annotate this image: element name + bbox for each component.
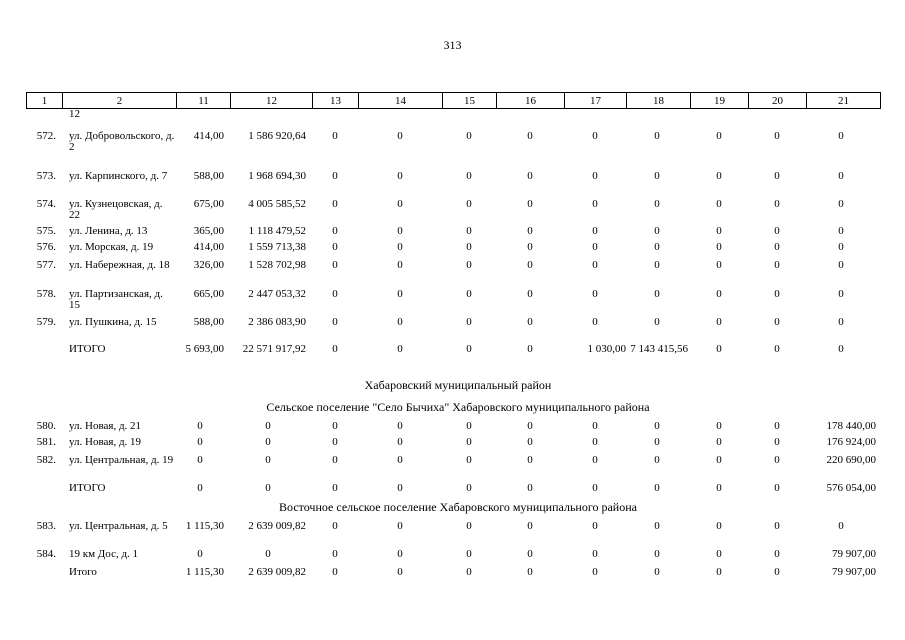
cell-col-19: 0 [716,343,722,355]
cell-col-21: 79 907,00 [832,548,876,560]
cell-col-20: 0 [774,259,780,271]
cell-col-17: 0 [592,520,598,532]
row-number: 575. [36,225,56,237]
row-address: ул. Карпинского, д. 7 [69,170,168,182]
row-address: ИТОГО [69,482,106,494]
cell-col-18: 0 [654,225,660,237]
cell-col-20: 0 [774,548,780,560]
row-address: ул. Кузнецовская, д. 22 [69,198,163,221]
cell-col-15: 0 [466,170,472,182]
cell-col-14: 0 [397,436,403,448]
cell-col-19: 0 [716,316,722,328]
cell-col-18: 0 [654,241,660,253]
cell-col-18: 0 [654,259,660,271]
row-number: 573. [36,170,56,182]
cell-col-15: 0 [466,343,472,355]
cell-col-11: 414,00 [193,130,224,142]
cell-col-11: 0 [197,436,203,448]
cell-col-16: 0 [527,241,533,253]
cell-col-11: 0 [197,420,203,432]
cell-col-16: 0 [527,566,533,578]
row-number: 582. [36,454,56,466]
cell-col-12: 1 528 702,98 [248,259,306,271]
cell-col-19: 0 [716,482,722,494]
cell-col-16: 0 [527,288,533,300]
cell-col-20: 0 [774,566,780,578]
cell-col-20: 0 [774,288,780,300]
column-header: 16 [497,93,565,109]
cell-col-17: 0 [592,241,598,253]
cell-col-13: 0 [332,482,338,494]
cell-col-13: 0 [332,548,338,560]
cell-col-21: 576 054,00 [826,482,876,494]
cell-col-12: 2 639 009,82 [248,520,306,532]
row-address: ул. Ленина, д. 13 [69,225,148,237]
cell-col-17: 0 [592,225,598,237]
cell-col-13: 0 [332,566,338,578]
cell-col-17: 0 [592,170,598,182]
cell-col-14: 0 [397,259,403,271]
column-header: 17 [565,93,627,109]
cell-col-16: 0 [527,225,533,237]
cell-col-14: 0 [397,420,403,432]
cell-col-19: 0 [716,436,722,448]
cell-col-14: 0 [397,520,403,532]
row-address: ул. Добровольского, д. 2 [69,130,175,153]
cell-col-15: 0 [466,454,472,466]
row-number: 584. [36,548,56,560]
cell-col-15: 0 [466,520,472,532]
row-number: 581. [36,436,56,448]
cell-col-16: 0 [527,130,533,142]
cell-col-18: 0 [654,566,660,578]
cell-col-18: 0 [654,130,660,142]
cell-col-13: 0 [332,343,338,355]
cell-col-13: 0 [332,520,338,532]
cell-col-20: 0 [774,436,780,448]
cell-col-14: 0 [397,241,403,253]
cell-col-14: 0 [397,548,403,560]
cell-col-18: 0 [654,170,660,182]
cell-col-21: 0 [838,316,844,328]
cell-col-18: 0 [654,198,660,210]
cell-col-17: 0 [592,316,598,328]
cell-col-17: 0 [592,420,598,432]
cell-col-20: 0 [774,170,780,182]
column-header: 12 [231,93,313,109]
cell-col-19: 0 [716,259,722,271]
cell-col-15: 0 [466,316,472,328]
cell-col-21: 0 [838,520,844,532]
cell-col-17: 0 [592,548,598,560]
row-number: 572. [36,130,56,142]
cell-col-14: 0 [397,316,403,328]
cell-col-15: 0 [466,130,472,142]
cell-col-20: 0 [774,343,780,355]
cell-col-11: 5 693,00 [185,343,224,355]
cell-col-12: 1 968 694,30 [248,170,306,182]
cell-col-16: 0 [527,520,533,532]
cell-col-12: 0 [265,454,271,466]
cell-col-11: 1 115,30 [185,520,224,532]
row-number: 580. [36,420,56,432]
column-header: 14 [359,93,443,109]
cell-col-14: 0 [397,170,403,182]
cell-col-17: 1 030,00 [587,343,626,355]
cell-col-20: 0 [774,454,780,466]
cell-col-17: 0 [592,198,598,210]
cell-col-13: 0 [332,454,338,466]
section-heading: Сельское поселение "Село Бычиха" Хабаровского муниципального района [266,400,650,414]
cell-col-18: 0 [654,420,660,432]
cell-col-16: 0 [527,454,533,466]
cell-col-11: 365,00 [193,225,224,237]
cell-col-16: 0 [527,420,533,432]
cell-col-15: 0 [466,241,472,253]
cell-col-11: 588,00 [193,170,224,182]
cell-col-11: 0 [197,454,203,466]
cell-col-21: 0 [838,225,844,237]
column-header-row [26,92,881,109]
cell-col-18: 0 [654,548,660,560]
row-number: 577. [36,259,56,271]
cell-col-11: 326,00 [193,259,224,271]
column-header: 19 [691,93,749,109]
cell-col-20: 0 [774,241,780,253]
cell-col-19: 0 [716,241,722,253]
row-address: ул. Набережная, д. 18 [69,259,170,271]
cell-col-21: 0 [838,259,844,271]
cell-col-17: 0 [592,436,598,448]
cell-col-20: 0 [774,316,780,328]
continued-fragment: 12 [69,108,80,120]
cell-col-13: 0 [332,436,338,448]
cell-col-13: 0 [332,198,338,210]
cell-col-15: 0 [466,566,472,578]
cell-col-15: 0 [466,436,472,448]
row-number: 574. [36,198,56,210]
cell-col-12: 0 [265,548,271,560]
cell-col-11: 675,00 [193,198,224,210]
cell-col-12: 0 [265,482,271,494]
cell-col-11: 0 [197,548,203,560]
row-address: Итого [69,566,97,578]
cell-col-12: 1 118 479,52 [248,225,306,237]
cell-col-12: 2 639 009,82 [248,566,306,578]
cell-col-16: 0 [527,548,533,560]
cell-col-20: 0 [774,130,780,142]
column-header: 20 [749,93,807,109]
cell-col-13: 0 [332,316,338,328]
row-address: ул. Партизанская, д. 15 [69,288,163,311]
cell-col-16: 0 [527,198,533,210]
column-header: 21 [807,93,881,109]
cell-col-13: 0 [332,288,338,300]
cell-col-11: 414,00 [193,241,224,253]
cell-col-12: 22 571 917,92 [242,343,306,355]
cell-col-14: 0 [397,482,403,494]
row-address: 19 км Дос, д. 1 [69,548,139,560]
cell-col-19: 0 [716,130,722,142]
cell-col-15: 0 [466,420,472,432]
cell-col-19: 0 [716,520,722,532]
cell-col-21: 178 440,00 [826,420,876,432]
cell-col-14: 0 [397,130,403,142]
cell-col-21: 0 [838,343,844,355]
cell-col-21: 0 [838,198,844,210]
cell-col-16: 0 [527,482,533,494]
column-header: 18 [627,93,691,109]
column-header: 11 [177,93,231,109]
cell-col-16: 0 [527,170,533,182]
cell-col-18: 0 [654,482,660,494]
row-address: ул. Новая, д. 19 [69,436,142,448]
cell-col-12: 2 447 053,32 [248,288,306,300]
cell-col-16: 0 [527,259,533,271]
cell-col-14: 0 [397,343,403,355]
cell-col-20: 0 [774,420,780,432]
cell-col-17: 0 [592,482,598,494]
cell-col-15: 0 [466,259,472,271]
cell-col-17: 0 [592,130,598,142]
cell-col-14: 0 [397,454,403,466]
cell-col-18: 7 143 415,56 [630,343,688,355]
cell-col-12: 1 559 713,38 [248,241,306,253]
cell-col-16: 0 [527,316,533,328]
cell-col-16: 0 [527,436,533,448]
cell-col-12: 0 [265,420,271,432]
cell-col-21: 176 924,00 [826,436,876,448]
row-address: ул. Новая, д. 21 [69,420,142,432]
row-address: ул. Центральная, д. 19 [69,454,174,466]
column-header: 15 [443,93,497,109]
cell-col-21: 0 [838,241,844,253]
row-address: ул. Морская, д. 19 [69,241,154,253]
section-heading: Восточное сельское поселение Хабаровского муниципального района [279,500,637,514]
cell-col-12: 0 [265,436,271,448]
cell-col-12: 4 005 585,52 [248,198,306,210]
cell-col-15: 0 [466,548,472,560]
row-address: ул. Центральная, д. 5 [69,520,168,532]
cell-col-14: 0 [397,225,403,237]
cell-col-20: 0 [774,482,780,494]
cell-col-12: 1 586 920,64 [248,130,306,142]
cell-col-17: 0 [592,454,598,466]
cell-col-18: 0 [654,520,660,532]
cell-col-11: 588,00 [193,316,224,328]
cell-col-17: 0 [592,259,598,271]
cell-col-13: 0 [332,241,338,253]
cell-col-19: 0 [716,420,722,432]
cell-col-13: 0 [332,170,338,182]
cell-col-13: 0 [332,130,338,142]
row-number: 583. [36,520,56,532]
cell-col-18: 0 [654,454,660,466]
cell-col-11: 665,00 [193,288,224,300]
cell-col-18: 0 [654,436,660,448]
column-header: 13 [313,93,359,109]
row-number: 579. [36,316,56,328]
section-heading: Хабаровский муниципальный район [364,378,552,392]
cell-col-18: 0 [654,316,660,328]
cell-col-11: 0 [197,482,203,494]
cell-col-18: 0 [654,288,660,300]
row-address: ул. Пушкина, д. 15 [69,316,157,328]
cell-col-20: 0 [774,198,780,210]
cell-col-21: 0 [838,288,844,300]
column-header: 1 [27,93,63,109]
cell-col-21: 0 [838,170,844,182]
cell-col-14: 0 [397,288,403,300]
row-address: ИТОГО [69,343,106,355]
cell-col-14: 0 [397,566,403,578]
cell-col-19: 0 [716,198,722,210]
column-header: 2 [63,93,177,109]
cell-col-19: 0 [716,225,722,237]
cell-col-17: 0 [592,288,598,300]
cell-col-12: 2 386 083,90 [248,316,306,328]
cell-col-15: 0 [466,288,472,300]
row-number: 578. [36,288,56,300]
cell-col-21: 220 690,00 [826,454,876,466]
cell-col-19: 0 [716,548,722,560]
cell-col-19: 0 [716,288,722,300]
cell-col-11: 1 115,30 [185,566,224,578]
page-number: 313 [443,38,462,52]
cell-col-13: 0 [332,225,338,237]
cell-col-19: 0 [716,454,722,466]
cell-col-20: 0 [774,520,780,532]
cell-col-21: 0 [838,130,844,142]
cell-col-16: 0 [527,343,533,355]
cell-col-20: 0 [774,225,780,237]
cell-col-19: 0 [716,170,722,182]
cell-col-13: 0 [332,420,338,432]
cell-col-15: 0 [466,225,472,237]
cell-col-14: 0 [397,198,403,210]
cell-col-21: 79 907,00 [832,566,876,578]
cell-col-17: 0 [592,566,598,578]
cell-col-15: 0 [466,482,472,494]
cell-col-15: 0 [466,198,472,210]
cell-col-13: 0 [332,259,338,271]
cell-col-19: 0 [716,566,722,578]
row-number: 576. [36,241,56,253]
